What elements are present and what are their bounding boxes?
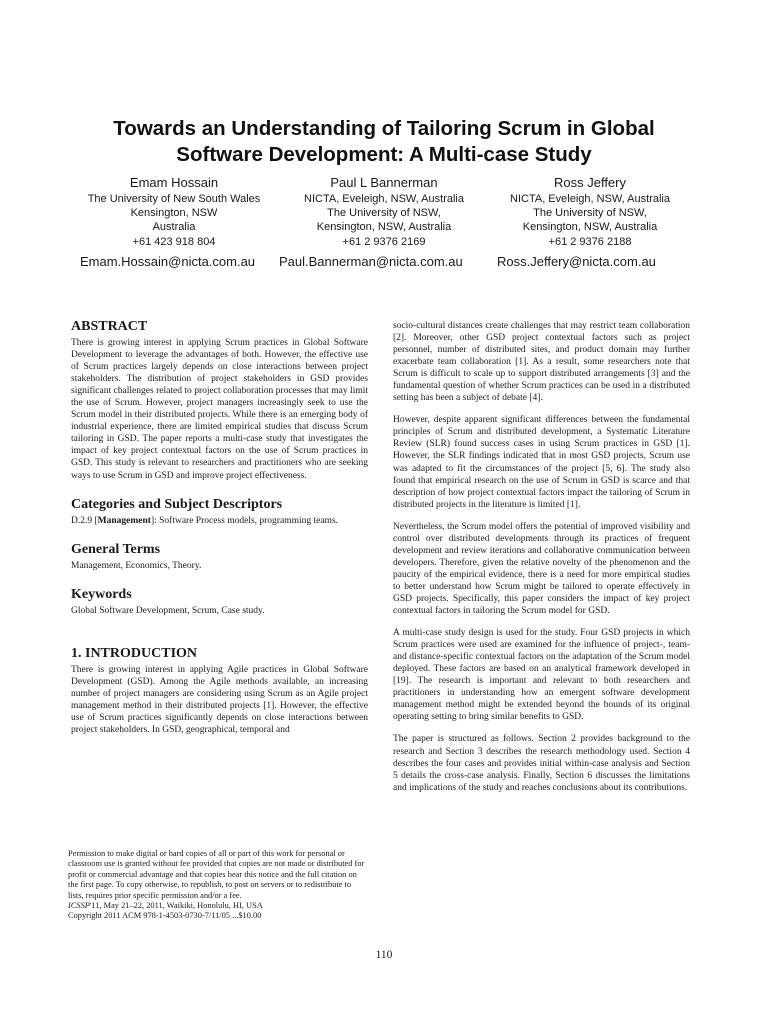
title-line-1: Towards an Understanding of Tailoring Scrum in Global: [113, 117, 655, 140]
general-terms-heading: General Terms: [71, 541, 161, 557]
author-phone: +61 2 9376 2169: [342, 235, 426, 248]
permission-text: Permission to make digital or hard copies of all or part of this work for personal or classroom use is granted without fee provided that copies are not made or distributed for profit or commercial advantage and that copies bear this notice and the full citation on the first page. To copy otherwise, to republish, to post on servers or to redistribute to lists, requires prior specific permission and/or a fee.: [68, 849, 365, 900]
author-block-hossain: [72, 174, 276, 249]
intro-paragraph: Nevertheless, the Scrum model offers the potential of improved visibility and control over distributed developments through its practices of frequent development and review iterations and collaborative communication between developers. Therefore, given the relative novelty of the phenomenon and the paucity of the empirical evidence, there is a need for more empirical studies to better understand how Scrum might be tailored to operate effectively in GSD projects. Specifically, this paper considers the impact of key project contextual factors in tailoring the Scrum model for GSD.: [393, 521, 690, 617]
author-email-hossain[interactable]: Emam.Hossain@nicta.com.au: [80, 254, 256, 269]
author-affiliation: Kensington, NSW, Australia: [316, 221, 452, 234]
author-affiliation: The University of NSW,: [533, 207, 647, 220]
copyright-line: Copyright 2011 ACM 978-1-4503-0730-7/11/05 ...$10.00: [68, 911, 262, 921]
categories-text: D.2.9 [Management]: Software Process models, programming teams.: [71, 515, 339, 526]
keywords-heading: Keywords: [71, 586, 132, 602]
intro-paragraph: The paper is structured as follows. Section 2 provides background to the research and Section 3 describes the research methodology used. Section 4 describes the four cases and provides initial within-case analysis and Section 5 details the cross-case analysis. Finally, Section 6 discusses the limitations and implications of the study and reaches conclusions about its contributions.: [393, 734, 690, 793]
author-block-bannerman: [278, 174, 490, 249]
author-phone: +61 423 918 804: [132, 235, 216, 248]
general-terms-text: Management, Economics, Theory.: [71, 560, 202, 571]
author-name: Emam Hossain: [129, 175, 219, 190]
author-phone: +61 2 9376 2188: [548, 235, 632, 248]
intro-paragraph: A multi-case study design is used for the study. Four GSD projects in which Scrum practices were used are examined for the influence of project-, team- and distance-specific contextual factors on the adaptation of the Scrum model deployed. These factors are based on an analytical framework developed in [19]. The research is important and relevant to both researchers and practitioners in understanding how an emergent software development management method might be extended beyond the bounds of its original operating setting to bring similar benefits to GSD.: [393, 628, 690, 723]
author-name: Ross Jeffery: [553, 175, 626, 190]
author-affiliation: The University of New South Wales: [87, 193, 261, 205]
author-affiliation: NICTA, Eveleigh, NSW, Australia: [510, 193, 670, 205]
intro-paragraph: However, despite apparent significant differences between the fundamental principles of Scrum and distributed development, a Systematic Literature Review (SLR) found success cases in using Scrum practices in GSD [1]. However, the SLR findings indicated that in most GSD projects, Scrum use was adapted to fit the circumstances of the project [5, 6]. The study also found that empirical research on the use of Scrum in GSD is scarce and that description of how project contextual factors impact the tailoring of Scrum in distributed projects in the literature is limited [1].: [393, 415, 690, 510]
introduction-heading: 1. INTRODUCTION: [71, 645, 198, 661]
abstract-heading: ABSTRACT: [71, 319, 148, 334]
page-number: 110: [375, 949, 393, 961]
author-name: Paul L Bannerman: [330, 175, 438, 190]
introduction-text: There is growing interest in applying Agile practices in Global Software Development (GSD). Among the Agile methods available, an increasing number of project managers are considering using Scrum as an Agile project management method in their distributed projects [1]. However, the effective use of Scrum practices significantly depends on close interactions between project stakeholders. In GSD, geographical, temporal and: [71, 664, 368, 735]
author-block-jeffery: [490, 174, 690, 249]
abstract-text: There is growing interest in applying Scrum practices in Global Software Development to leverage the advantages of both. However, the effective use of Scrum practices largely depends on close interactions between project stakeholders. The distribution of project stakeholders in GSD provides significant challenges related to project collaboration processes that may limit the use of Scrum. However, project managers increasingly seek to use the Scrum model in their distributed projects. While there is an emerging body of industrial experience, there are limited empirical studies that discuss Scrum tailoring in GSD. The paper reports a multi-case study that investigates the impact of key project contextual factors on the use of Scrum practices in GSD. This study is relevant to researchers and practitioners who are seeking ways to use Scrum in GSD and improve project effectiveness.: [71, 338, 368, 481]
keywords-text: Global Software Development, Scrum, Case study.: [71, 605, 265, 616]
author-affiliation: Australia: [152, 221, 196, 234]
author-email-bannerman[interactable]: Paul.Bannerman@nicta.com.au: [279, 254, 463, 269]
author-affiliation: Kensington, NSW, Australia: [522, 221, 658, 234]
categories-heading: Categories and Subject Descriptors: [71, 496, 283, 512]
intro-paragraph: socio-cultural distances create challenges that may restrict team collaboration [2]. Moreover, other GSD project contextual factors such as project personnel, number of distributed sites, and product domain may further exacerbate team collaboration [1]. As a result, some researchers note that Scrum is difficult to scale up to support distributed arrangements [3] and the fundamental question of whether Scrum practices can be used in a distributed setting has been a subject of debate [4].: [393, 321, 690, 404]
conference-venue: ICSSP'11, May 21–22, 2011, Waikiki, Honolulu, HI, USA: [68, 901, 263, 911]
author-email-jeffery[interactable]: Ross.Jeffery@nicta.com.au: [497, 254, 656, 269]
left-column: [71, 318, 368, 736]
author-affiliation: NICTA, Eveleigh, NSW, Australia: [304, 193, 464, 205]
permission-notice: [68, 849, 368, 922]
author-affiliation: The University of NSW,: [327, 207, 441, 220]
paper-title: [0, 116, 768, 168]
right-column: [393, 320, 690, 794]
title-line-2: Software Development: A Multi-case Study: [176, 143, 592, 166]
author-affiliation: Kensington, NSW: [130, 207, 218, 220]
